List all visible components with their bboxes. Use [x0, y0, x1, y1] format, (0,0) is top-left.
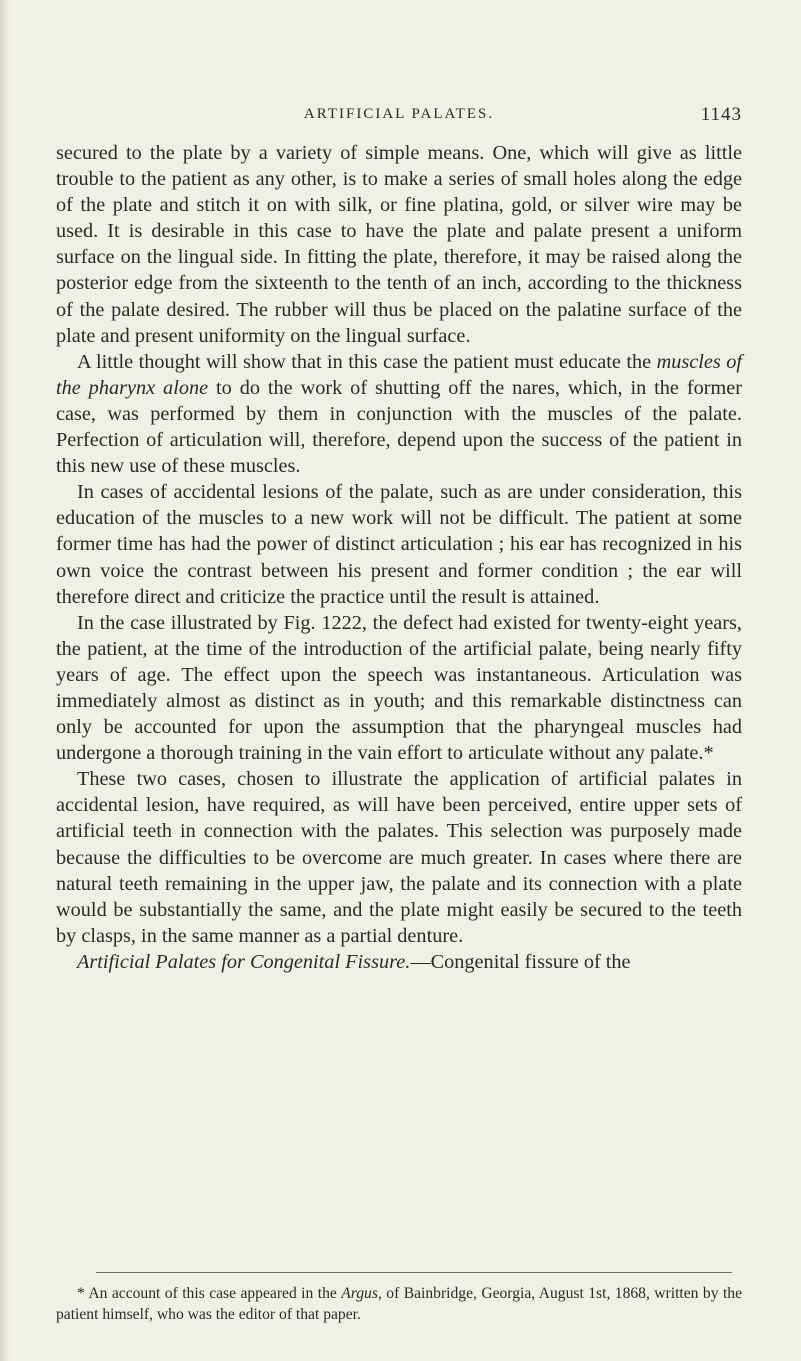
section-heading: Artificial Palates for Congenital Fissure. [77, 950, 411, 973]
footnote-italic: Argus [341, 1285, 378, 1302]
paragraph-text: A little thought will show that in this case the patient must educate the [77, 350, 657, 373]
paragraph-text: secured to the plate by a variety of simple means. One, which will give as little trouble to the patient as any other, is to make a series of small holes along the edge of the plate and stitch it on with silk, or fine platina, gold, or silver wire may be used. It is desirable in this case to have the plate and palate present a uniform surface on the lingual side. In fitting the plate, therefore, it may be raised along the posterior edge from the sixteenth to the tenth of an inch, according to the thickness of the palate desired. The rubber will thus be placed on the palatine surface of the plate and present uniformity on the lingual surface. [56, 142, 742, 347]
paragraph-text: In the case illustrated by Fig. 1222, the defect had existed for twenty-eight years, the patient, at the time of the introduction of the artificial palate, being nearly fifty years of age. The effect upon the speech was instantaneous. Articulation was immediately almost as distinct as in youth; and this remarkable distinctness can only be accounted for upon the assumption that the pharyngeal muscles had undergone a thorough training in the vain effort to articulate without any palate.* [56, 611, 742, 765]
paragraph-text: —Congenital fissure of the [410, 950, 631, 973]
footnote-paragraph [56, 1283, 742, 1325]
footnote [56, 1283, 742, 1325]
page-edge-shadow [0, 0, 10, 1361]
running-head [56, 104, 742, 128]
running-title: ARTIFICIAL PALATES. [303, 106, 495, 122]
page-number: 1143 [700, 104, 742, 125]
footnote-text: , of Bainbridge, Georgia, August 1st, 1868, written by the patient himself, who was the editor of that paper. [56, 1285, 742, 1323]
paragraph-1 [56, 140, 742, 349]
paragraph-5 [56, 766, 742, 949]
paragraph-text: In cases of accidental lesions of the palate, such as are under consideration, this education of the muscles to a new work will not be difficult. The patient at some former time has had the power of distinct articulation ; his ear has recognized in his own voice the contrast between his present and former condition ; the ear will therefore direct and criticize the practice until the result is attained. [56, 481, 742, 608]
paragraph-2 [56, 349, 742, 479]
paragraph-text: to do the work of shutting off the nares, which, in the former case, was performed by them in conjunction with the muscles of the palate. Perfection of articulation will, therefore, depend upon the success of the patient in this new use of these muscles. [56, 376, 742, 478]
paragraph-4 [56, 610, 742, 767]
footnote-text: * An account of this case appeared in the [77, 1285, 342, 1302]
body-text [56, 140, 742, 975]
paragraph-6 [56, 949, 742, 975]
paragraph-3 [56, 479, 742, 609]
footnote-divider [96, 1272, 732, 1273]
paragraph-text: These two cases, chosen to illustrate the application of artificial palates in accidental lesion, have required, as will have been perceived, entire upper sets of artificial teeth in connection with the palates. This selection was purposely made because the difficulties to be overcome are much greater. In cases where there are natural teeth remaining in the upper jaw, the palate and its connection with a plate would be substantially the same, and the plate might easily be secured to the teeth by clasps, in the same manner as a partial denture. [56, 768, 742, 947]
italic-phrase: muscles of the pharynx alone [56, 350, 742, 399]
